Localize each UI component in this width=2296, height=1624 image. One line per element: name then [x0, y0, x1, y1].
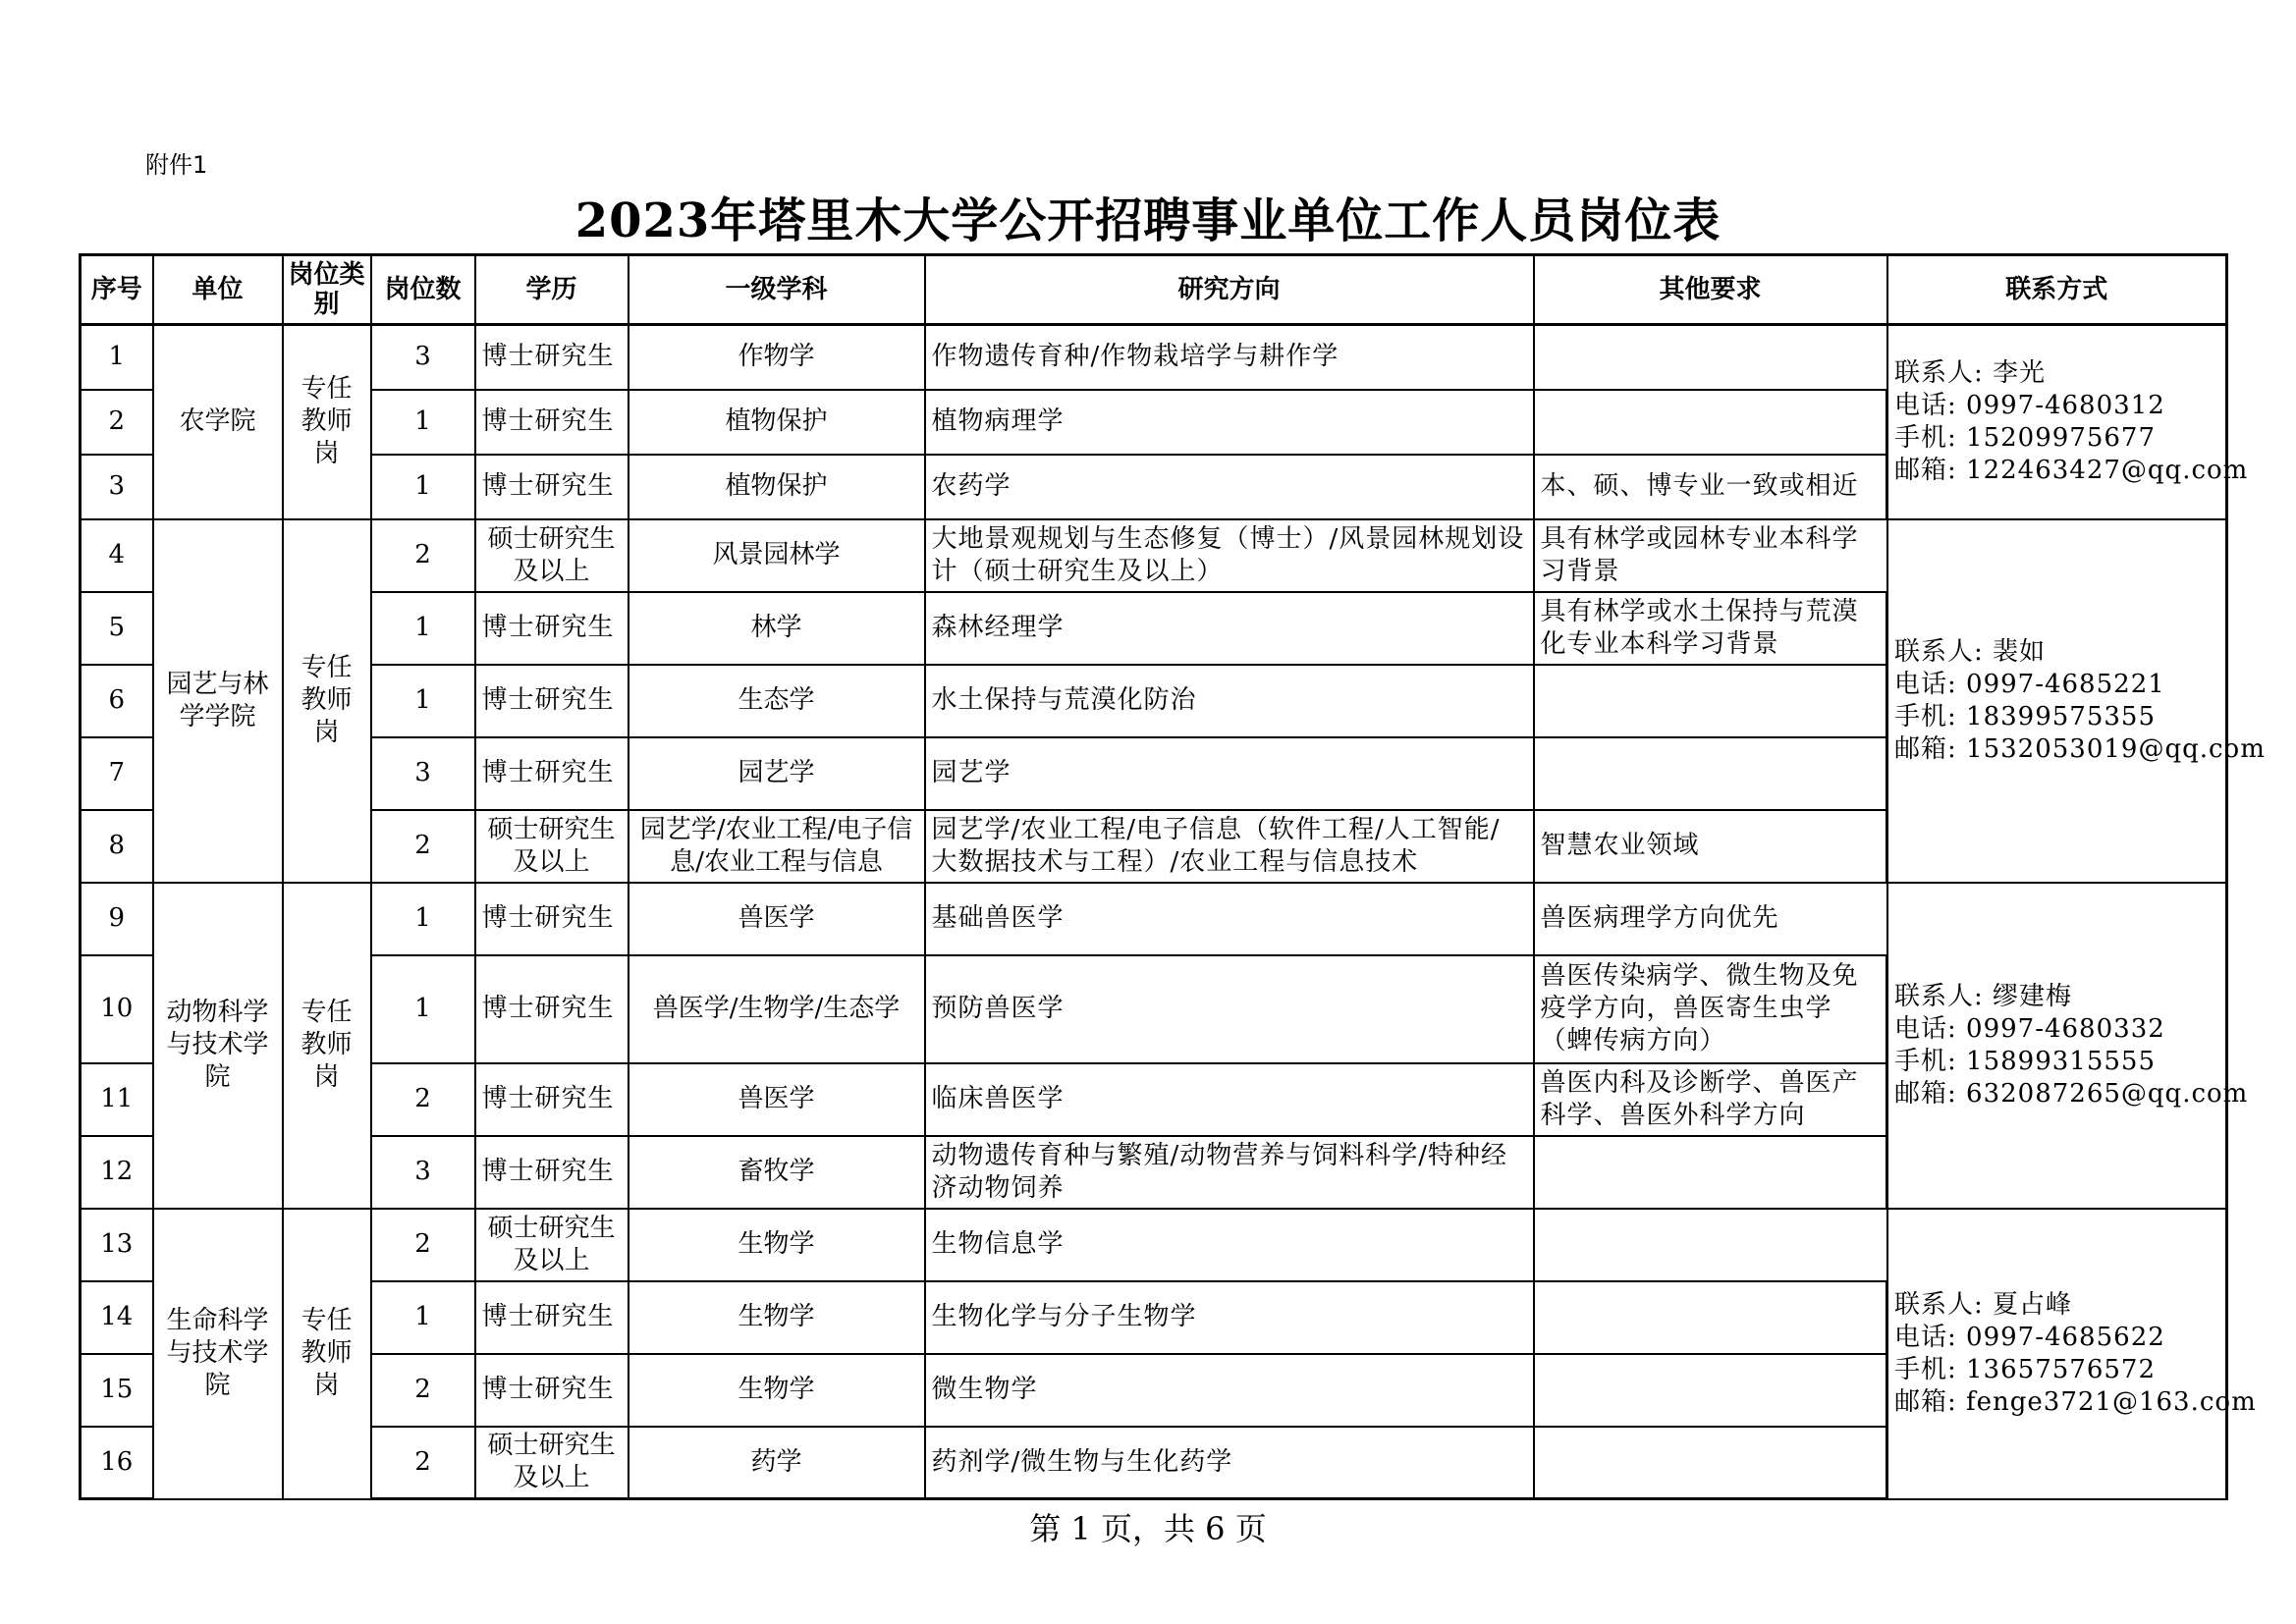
cell-other: 兽医内科及诊断学、兽医产科学、兽医外科学方向	[1534, 1063, 1887, 1136]
cell-other	[1534, 390, 1887, 455]
cell-post-type: 专任教师岗	[283, 325, 371, 519]
cell-education: 博士研究生	[475, 955, 629, 1063]
cell-direction: 植物病理学	[925, 390, 1534, 455]
cell-count: 1	[371, 1281, 475, 1354]
cell-unit: 动物科学与技术学院	[153, 883, 283, 1209]
cell-direction: 园艺学/农业工程/电子信息（软件工程/人工智能/大数据技术与工程）/农业工程与信息技术	[925, 810, 1534, 883]
cell-discipline: 生物学	[629, 1281, 925, 1354]
cell-direction: 大地景观规划与生态修复（博士）/风景园林规划设计（硕士研究生及以上）	[925, 519, 1534, 592]
header-seq: 序号	[81, 255, 153, 325]
cell-direction: 农药学	[925, 455, 1534, 519]
cell-discipline: 园艺学/农业工程/电子信息/农业工程与信息	[629, 810, 925, 883]
cell-seq: 11	[81, 1063, 153, 1136]
cell-count: 3	[371, 325, 475, 390]
cell-education: 硕士研究生及以上	[475, 1209, 629, 1281]
contact-person: 联系人: 裴如	[1894, 636, 2047, 667]
cell-education: 硕士研究生及以上	[475, 810, 629, 883]
cell-other: 具有林学或水土保持与荒漠化专业本科学习背景	[1534, 592, 1887, 665]
contact-person: 联系人: 缪建梅	[1894, 981, 2073, 1011]
cell-direction: 作物遗传育种/作物栽培学与耕作学	[925, 325, 1534, 390]
cell-other	[1534, 1427, 1887, 1499]
cell-seq: 3	[81, 455, 153, 519]
cell-education: 博士研究生	[475, 1063, 629, 1136]
cell-seq: 10	[81, 955, 153, 1063]
cell-count: 2	[371, 1354, 475, 1427]
cell-seq: 6	[81, 665, 153, 737]
cell-count: 2	[371, 1427, 475, 1499]
cell-contact	[1887, 883, 2249, 1209]
cell-post-type: 专任教师岗	[283, 519, 371, 883]
cell-seq: 9	[81, 883, 153, 955]
cell-direction: 药剂学/微生物与生化药学	[925, 1427, 1534, 1499]
cell-seq: 14	[81, 1281, 153, 1354]
cell-post-type: 专任教师岗	[283, 1209, 371, 1499]
header-contact: 联系方式	[1887, 255, 2227, 325]
page-footer: 第 1 页，共 6 页	[1029, 1510, 1267, 1547]
cell-discipline: 畜牧学	[629, 1136, 925, 1209]
header-discipline: 一级学科	[629, 255, 925, 325]
cell-discipline: 兽医学	[629, 1063, 925, 1136]
cell-contact	[1887, 325, 2249, 519]
cell-direction: 基础兽医学	[925, 883, 1534, 955]
contact-email: 邮箱: 1532053019@qq.com	[1894, 733, 2266, 764]
cell-count: 2	[371, 810, 475, 883]
table-row	[81, 519, 2227, 592]
contact-phone: 电话: 0997-4685622	[1894, 1322, 2165, 1352]
contact-mobile: 手机: 15209975677	[1894, 422, 2156, 453]
header-direction: 研究方向	[925, 255, 1534, 325]
cell-discipline: 兽医学	[629, 883, 925, 955]
header-post-type: 岗位类别	[283, 255, 371, 325]
cell-discipline: 风景园林学	[629, 519, 925, 592]
cell-unit: 园艺与林学学院	[153, 519, 283, 883]
cell-direction: 临床兽医学	[925, 1063, 1534, 1136]
cell-discipline: 作物学	[629, 325, 925, 390]
cell-seq: 7	[81, 737, 153, 810]
header-unit: 单位	[153, 255, 283, 325]
contact-mobile: 手机: 18399575355	[1894, 701, 2156, 731]
cell-count: 3	[371, 737, 475, 810]
contact-phone: 电话: 0997-4685221	[1894, 669, 2165, 699]
cell-unit: 农学院	[153, 325, 283, 519]
header-row	[81, 255, 2227, 325]
cell-education: 硕士研究生及以上	[475, 519, 629, 592]
cell-unit: 生命科学与技术学院	[153, 1209, 283, 1499]
cell-education: 硕士研究生及以上	[475, 1427, 629, 1499]
cell-discipline: 生态学	[629, 665, 925, 737]
positions-table	[79, 253, 2266, 1500]
cell-seq: 13	[81, 1209, 153, 1281]
contact-mobile: 手机: 15899315555	[1894, 1046, 2156, 1076]
cell-other	[1534, 1136, 1887, 1209]
contact-phone: 电话: 0997-4680332	[1894, 1013, 2165, 1044]
cell-count: 2	[371, 1063, 475, 1136]
contact-person: 联系人: 夏占峰	[1894, 1289, 2073, 1320]
cell-direction: 森林经理学	[925, 592, 1534, 665]
cell-contact	[1887, 519, 2266, 883]
cell-count: 2	[371, 519, 475, 592]
cell-education: 博士研究生	[475, 1281, 629, 1354]
cell-seq: 2	[81, 390, 153, 455]
cell-discipline: 药学	[629, 1427, 925, 1499]
cell-other	[1534, 665, 1887, 737]
cell-contact	[1887, 1209, 2257, 1499]
cell-discipline: 园艺学	[629, 737, 925, 810]
header-other: 其他要求	[1534, 255, 1887, 325]
contact-mobile: 手机: 13657576572	[1894, 1354, 2156, 1384]
contact-email: 邮箱: 632087265@qq.com	[1894, 1078, 2249, 1109]
cell-direction: 生物信息学	[925, 1209, 1534, 1281]
cell-direction: 园艺学	[925, 737, 1534, 810]
cell-other	[1534, 1354, 1887, 1427]
cell-other: 具有林学或园林专业本科学习背景	[1534, 519, 1887, 592]
cell-count: 1	[371, 955, 475, 1063]
cell-other: 本、硕、博专业一致或相近	[1534, 455, 1887, 519]
cell-other: 兽医传染病学、微生物及免疫学方向，兽医寄生虫学（蜱传病方向）	[1534, 955, 1887, 1063]
cell-direction: 水土保持与荒漠化防治	[925, 665, 1534, 737]
table-row	[81, 325, 2227, 390]
cell-seq: 8	[81, 810, 153, 883]
cell-direction: 生物化学与分子生物学	[925, 1281, 1534, 1354]
cell-count: 1	[371, 883, 475, 955]
cell-direction: 微生物学	[925, 1354, 1534, 1427]
cell-count: 1	[371, 390, 475, 455]
page-title: 2023年塔里木大学公开招聘事业单位工作人员岗位表	[574, 193, 1722, 248]
cell-other: 兽医病理学方向优先	[1534, 883, 1887, 955]
cell-direction: 动物遗传育种与繁殖/动物营养与饲料科学/特种经济动物饲养	[925, 1136, 1534, 1209]
cell-discipline: 生物学	[629, 1354, 925, 1427]
cell-other: 智慧农业领域	[1534, 810, 1887, 883]
cell-seq: 5	[81, 592, 153, 665]
contact-email: 邮箱: 122463427@qq.com	[1894, 455, 2249, 485]
cell-discipline: 植物保护	[629, 455, 925, 519]
contact-phone: 电话: 0997-4680312	[1894, 390, 2165, 420]
cell-other	[1534, 325, 1887, 390]
cell-education: 博士研究生	[475, 665, 629, 737]
cell-direction: 预防兽医学	[925, 955, 1534, 1063]
cell-education: 博士研究生	[475, 455, 629, 519]
cell-education: 博士研究生	[475, 1354, 629, 1427]
cell-education: 博士研究生	[475, 325, 629, 390]
cell-other	[1534, 1281, 1887, 1354]
cell-post-type: 专任教师岗	[283, 883, 371, 1209]
table-row	[81, 883, 2227, 955]
cell-seq: 1	[81, 325, 153, 390]
contact-person: 联系人: 李光	[1894, 357, 2047, 388]
cell-education: 博士研究生	[475, 390, 629, 455]
cell-education: 博士研究生	[475, 883, 629, 955]
cell-education: 博士研究生	[475, 592, 629, 665]
cell-discipline: 植物保护	[629, 390, 925, 455]
cell-seq: 16	[81, 1427, 153, 1499]
cell-seq: 15	[81, 1354, 153, 1427]
header-count: 岗位数	[371, 255, 475, 325]
cell-education: 博士研究生	[475, 1136, 629, 1209]
cell-education: 博士研究生	[475, 737, 629, 810]
cell-seq: 4	[81, 519, 153, 592]
cell-count: 1	[371, 592, 475, 665]
header-education: 学历	[475, 255, 629, 325]
contact-email: 邮箱: fenge3721@163.com	[1894, 1386, 2257, 1417]
cell-count: 2	[371, 1209, 475, 1281]
cell-count: 3	[371, 1136, 475, 1209]
table-row	[81, 1209, 2227, 1281]
cell-count: 1	[371, 455, 475, 519]
cell-discipline: 林学	[629, 592, 925, 665]
cell-seq: 12	[81, 1136, 153, 1209]
cell-other	[1534, 1209, 1887, 1281]
attachment-label: 附件1	[145, 151, 208, 179]
cell-count: 1	[371, 665, 475, 737]
cell-discipline: 兽医学/生物学/生态学	[629, 955, 925, 1063]
cell-discipline: 生物学	[629, 1209, 925, 1281]
cell-other	[1534, 737, 1887, 810]
